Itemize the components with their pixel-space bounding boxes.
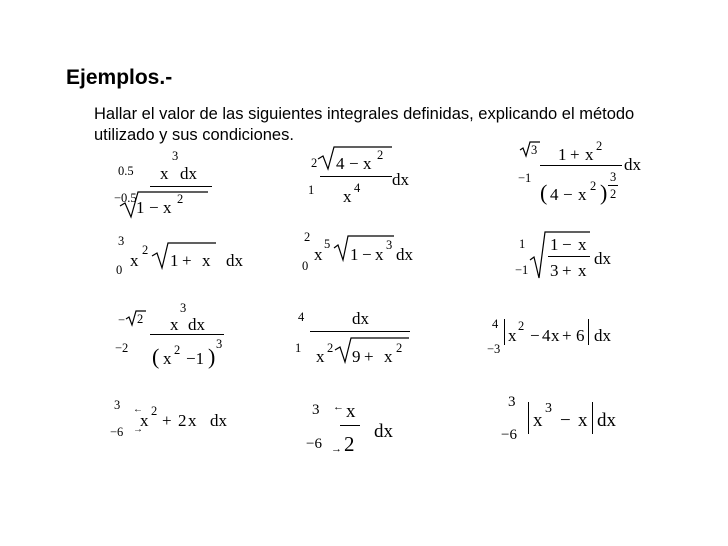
upper-limit: 3 xyxy=(312,402,320,418)
power-numerator: 3 xyxy=(610,170,617,184)
left-arrow: ← xyxy=(333,401,344,413)
radicand-exponent: 2 xyxy=(177,192,184,206)
left-paren: ( xyxy=(152,344,160,369)
den-four: 4 xyxy=(550,185,559,204)
numerator-x: x xyxy=(585,145,594,164)
radicand-minus: − xyxy=(149,198,159,217)
dx-label: dx xyxy=(226,251,243,270)
lower-limit: −2 xyxy=(115,341,129,355)
radicand-one: 1 xyxy=(136,198,145,217)
term2-x: x xyxy=(188,411,197,430)
dx-label: dx xyxy=(396,245,413,264)
coef-four: 4 xyxy=(542,326,551,345)
upper-limit: 3 xyxy=(508,394,516,410)
dx-label: dx xyxy=(188,315,205,334)
denominator-exponent: 4 xyxy=(354,181,361,195)
upper-limit: 0.5 xyxy=(118,164,134,178)
abs-bar-right xyxy=(592,402,593,434)
lower-limit: −3 xyxy=(487,342,501,356)
upper-limit: 2 xyxy=(311,156,318,170)
den-exponent: 2 xyxy=(327,341,334,355)
numerator-exponent: 2 xyxy=(596,139,603,153)
slide-title: Ejemplos.- xyxy=(66,66,173,89)
fraction-bar xyxy=(320,176,392,177)
lower-limit: 0 xyxy=(302,259,309,273)
term-x: x xyxy=(533,410,543,431)
radicand-exponent: 2 xyxy=(396,341,403,355)
left-arrow: ← xyxy=(133,404,143,415)
fraction-bar xyxy=(150,334,224,335)
radicand-plus: + xyxy=(364,347,374,366)
power-fraction-bar xyxy=(608,185,618,186)
right-arrow: → xyxy=(331,443,342,455)
numerator-one: 1 xyxy=(558,145,567,164)
radicand-one: 1 xyxy=(170,251,179,270)
upper-minus: − xyxy=(118,313,126,327)
den-x: x xyxy=(578,185,587,204)
plus-sign: + xyxy=(162,411,172,430)
upper-limit: 4 xyxy=(492,317,499,331)
dx-label: dx xyxy=(392,170,409,189)
right-arrow: → xyxy=(133,424,143,435)
fraction-bar xyxy=(540,165,622,166)
left-paren: ( xyxy=(540,180,548,205)
fraction-bar xyxy=(310,331,410,332)
den-exponent: 2 xyxy=(590,179,597,193)
term2-x: x xyxy=(551,326,560,345)
numerator-exponent: 3 xyxy=(180,301,187,315)
lower-limit: 1 xyxy=(295,341,302,355)
radicand-exponent: 2 xyxy=(377,148,384,162)
dx-label: dx xyxy=(374,421,393,442)
den-three: 3 xyxy=(550,261,559,280)
numerator-plus: + xyxy=(570,145,580,164)
minus-sign: − xyxy=(560,410,571,431)
radicand-four: 4 xyxy=(336,154,345,173)
dx-label: dx xyxy=(180,164,197,183)
right-paren: ) xyxy=(208,344,216,369)
dx-label: dx xyxy=(210,411,227,430)
power-exponent: 3 xyxy=(216,337,223,351)
num-one: 1 xyxy=(550,235,559,254)
instruction-text: Hallar el valor de las siguientes integrales definidas, explicando el método utilizado y sus condiciones. xyxy=(94,105,635,144)
term-x: x xyxy=(140,411,149,430)
radicand-plus: + xyxy=(182,251,192,270)
radicand-minus: − xyxy=(362,245,372,264)
den-plus: + xyxy=(562,261,572,280)
lower-limit: −0.5 xyxy=(114,191,137,205)
upper-limit: 3 xyxy=(118,234,125,248)
den-x: x xyxy=(578,261,587,280)
power-denominator: 2 xyxy=(610,187,617,201)
den-minus-one: −1 xyxy=(186,349,205,368)
den-x: x xyxy=(163,349,172,368)
minus-sign: − xyxy=(530,326,540,345)
radicand-one: 1 xyxy=(350,245,359,264)
lower-limit: −1 xyxy=(515,263,529,277)
term-x: x xyxy=(130,251,139,270)
term2-x: x xyxy=(578,410,588,431)
exponent: 3 xyxy=(172,149,179,163)
radicand-minus: − xyxy=(349,154,359,173)
den-x: x xyxy=(316,347,325,366)
radicand-x: x xyxy=(375,245,384,264)
radicand-x: x xyxy=(363,154,372,173)
abs-bar-left xyxy=(504,319,505,345)
numerator-x: x xyxy=(346,401,356,422)
term-exponent: 2 xyxy=(518,319,525,333)
abs-bar-left xyxy=(528,402,529,434)
term-x: x xyxy=(508,326,517,345)
den-exponent: 2 xyxy=(174,343,181,357)
upper-limit: 2 xyxy=(304,230,311,244)
upper-limit: 1 xyxy=(519,237,526,251)
numerator-dx: dx xyxy=(352,309,369,328)
plus-sign: + xyxy=(562,326,572,345)
upper-limit: 3 xyxy=(531,143,538,157)
dx-label: dx xyxy=(594,249,611,268)
upper-two: 2 xyxy=(137,312,144,326)
dx-label: dx xyxy=(594,326,611,345)
denominator-two: 2 xyxy=(344,432,355,456)
const-six: 6 xyxy=(576,326,585,345)
lower-limit: 1 xyxy=(308,183,315,197)
term-exponent: 3 xyxy=(545,401,552,416)
radicand-x: x xyxy=(202,251,211,270)
lower-limit: −6 xyxy=(306,436,322,452)
numerator-x: x xyxy=(170,315,179,334)
fraction-bar xyxy=(340,425,360,426)
term-exponent: 2 xyxy=(151,404,158,418)
right-paren: ) xyxy=(600,180,608,205)
coef-two: 2 xyxy=(178,411,187,430)
radicand-x: x xyxy=(384,347,393,366)
abs-bar-right xyxy=(588,319,589,345)
dx-label: dx xyxy=(624,155,641,174)
den-minus: − xyxy=(563,185,573,204)
fraction-bar xyxy=(150,186,212,187)
term-x: x xyxy=(314,245,323,264)
dx-label: dx xyxy=(597,410,616,431)
num-x: x xyxy=(578,235,587,254)
radicand-x: x xyxy=(163,198,172,217)
fraction-bar xyxy=(548,256,590,257)
lower-limit: −1 xyxy=(518,171,532,185)
lower-limit: −6 xyxy=(501,427,517,443)
lower-limit: −6 xyxy=(110,425,124,439)
num-minus: − xyxy=(562,235,572,254)
upper-limit: 4 xyxy=(298,310,305,324)
lower-limit: 0 xyxy=(116,263,123,277)
term-exponent: 5 xyxy=(324,237,331,251)
numerator-x: x xyxy=(160,164,169,183)
upper-limit: 3 xyxy=(114,398,121,412)
term-exponent: 2 xyxy=(142,243,149,257)
radicand-nine: 9 xyxy=(352,347,361,366)
radicand-exponent: 3 xyxy=(386,238,393,252)
denominator-x: x xyxy=(343,187,352,206)
